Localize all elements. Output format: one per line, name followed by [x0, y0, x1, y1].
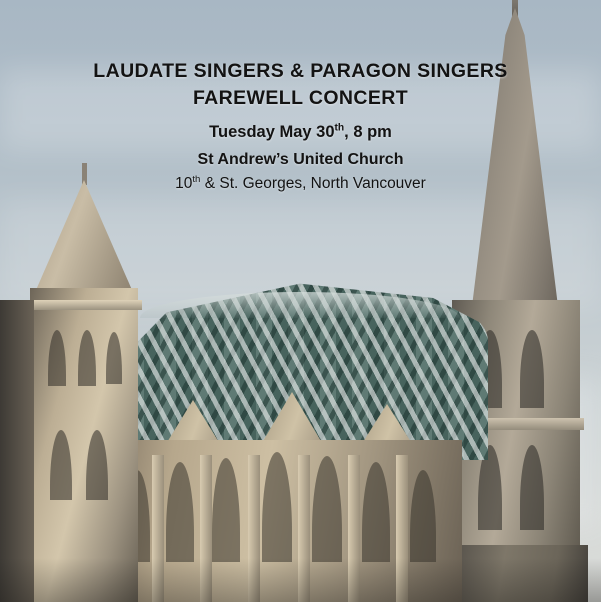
event-date-prefix: Tuesday May 30 [209, 123, 335, 141]
cornice-left [26, 300, 142, 310]
tower-roof-left [36, 180, 132, 290]
event-date-suffix: , 8 pm [344, 123, 392, 141]
address-prefix: 10 [175, 175, 193, 192]
left-shadow-wall [0, 300, 34, 602]
event-date [0, 121, 601, 143]
address-ordinal: th [192, 173, 201, 185]
address-suffix: & St. Georges, North Vancouver [200, 175, 426, 192]
venue-address [0, 173, 601, 194]
poster-text-block [0, 58, 601, 194]
headline-line-1: LAUDATE SINGERS & PARAGON SINGERS [93, 60, 508, 82]
event-date-ordinal: th [334, 122, 345, 134]
headline-line-2: FAREWELL CONCERT [192, 87, 409, 109]
bottom-shadow [0, 558, 601, 602]
venue-name: St Andrew’s United Church [197, 151, 404, 168]
